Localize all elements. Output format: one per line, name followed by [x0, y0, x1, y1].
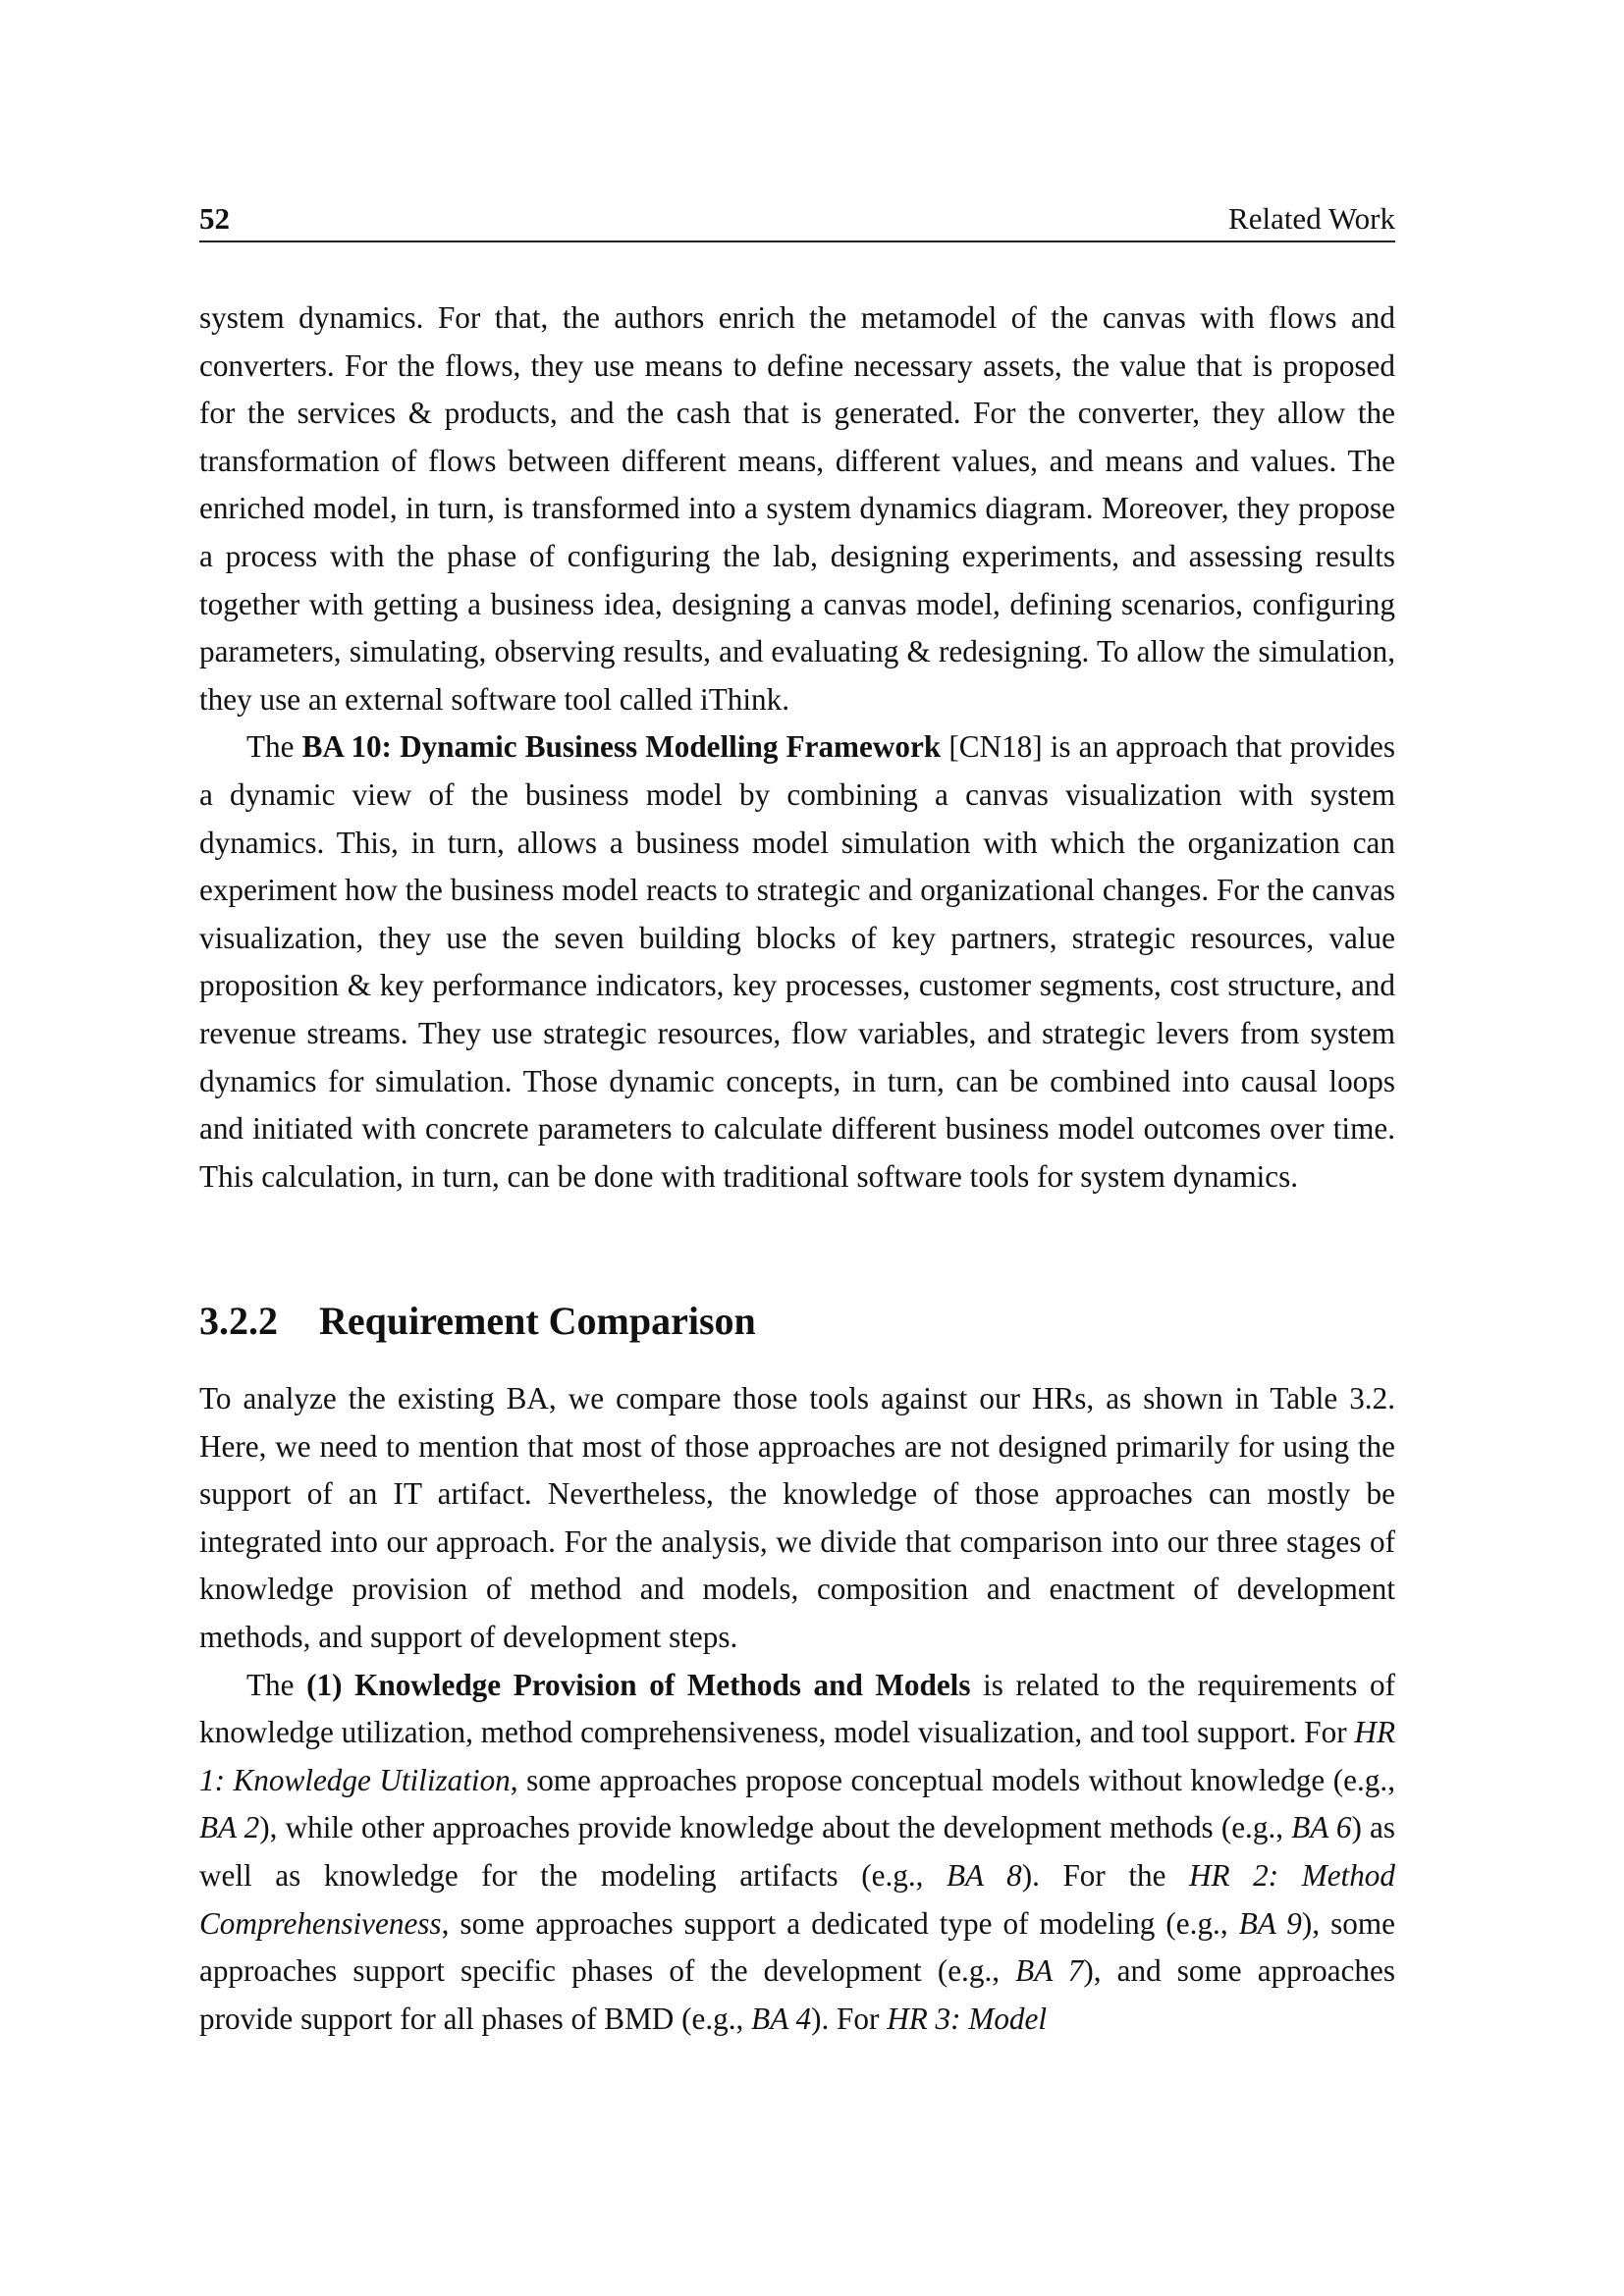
section-heading — [199, 1298, 756, 1345]
paragraph-knowledge-provision — [199, 1662, 1395, 2044]
kp-ba4: BA 4 — [751, 2001, 812, 2036]
kp-text-2: is related to the requirements of knowledge utilization, method comprehensiveness, model visualization, and tool support. For — [199, 1667, 1395, 1750]
body-text-top — [199, 294, 1395, 1201]
ba10-lead: The — [246, 729, 302, 765]
kp-hr1: HR 1: Knowledge Utilization — [199, 1715, 1395, 1797]
kp-ba8: BA 8 — [947, 1857, 1022, 1893]
running-head — [199, 199, 1395, 242]
body-text-bottom — [199, 1375, 1395, 2043]
ba10-title: BA 10: Dynamic Business Modelling Framework — [301, 729, 942, 765]
kp-text-8: ), some approaches support specific phases of the development (e.g., — [199, 1905, 1395, 1989]
paragraph-analysis: To analyze the existing BA, we compare those tools against our HRs, as shown in Table 3.2. Here, we need to mention that most of those approaches are not designed primarily for using the support of an IT artifact. Nevertheless, the knowledge of those approaches can mostly be integrated into our approach. For the analysis, we divide that comparison into our three stages of knowledge provision of method and models, composition and enactment of development methods, and support of development steps. — [199, 1381, 1395, 1654]
kp-text-5: ) as well as knowledge for the modeling artifacts (e.g., — [199, 1810, 1395, 1893]
paragraph-ba10 — [199, 723, 1395, 1201]
kp-text-4: ), while other approaches provide knowledge about the development methods (e.g., — [259, 1810, 1292, 1845]
paragraph-ithink: system dynamics. For that, the authors enrich the metamodel of the canvas with flows and converters. For the flows, they use means to define necessary assets, the value that is proposed for the services & products, and the cash that is generated. For the converter, they allow the transformation of flows between different means, different values, and means and values. The enriched model, in turn, is transformed into a system dynamics diagram. Moreover, they propose a process with the phase of configuring the lab, designing experiments, and assessing results together with getting a business idea, designing a canvas model, defining scenarios, configuring parameters, simulating, observing results, and evaluating & redesigning. To allow the simulation, they use an external software tool called iThink. — [199, 300, 1395, 717]
kp-ba7: BA 7 — [1015, 1953, 1084, 1989]
kp-ba6: BA 6 — [1291, 1810, 1352, 1845]
section-number: 3.2.2 — [199, 1299, 278, 1343]
kp-text-1: The — [246, 1667, 307, 1702]
kp-text-10: ). For — [811, 2001, 888, 2036]
kp-text-6: ). For the — [1021, 1857, 1190, 1893]
ba10-body: [CN18] is an approach that provides a dynamic view of the business model by combining a canvas visualization with system dynamics. This, in turn, allows a business model simulation with which the organization can experiment how the business model reacts to strategic and organizational changes. For the canvas visualization, they use the seven building blocks of key partners, strategic resources, value proposition & key performance indicators, key processes, customer segments, cost structure, and revenue streams. They use strategic resources, flow variables, and strategic levers from system dynamics for simulation. Those dynamic concepts, in turn, can be combined into causal loops and initiated with concrete parameters to calculate different business model outcomes over time. This calculation, in turn, can be done with traditional software tools for system dynamics. — [199, 729, 1395, 1194]
kp-hr3: HR 3: Model — [887, 2001, 1048, 2036]
kp-ba9: BA 9 — [1238, 1905, 1302, 1941]
kp-hr2: HR 2: Method Comprehensiveness — [199, 1857, 1395, 1941]
kp-stage-title: (1) Knowledge Provision of Methods and Models — [306, 1667, 971, 1702]
chapter-title: Related Work — [1228, 201, 1395, 236]
kp-text-7: , some approaches support a dedicated type of modeling (e.g., — [441, 1905, 1239, 1941]
kp-text-9: ), and some approaches provide support for all phases of BMD (e.g., — [199, 1953, 1395, 2036]
kp-text-3: , some approaches propose conceptual models without knowledge (e.g., — [510, 1762, 1395, 1797]
kp-ba2: BA 2 — [199, 1810, 260, 1845]
section-title: Requirement Comparison — [319, 1299, 756, 1343]
page-number: 52 — [199, 201, 230, 236]
